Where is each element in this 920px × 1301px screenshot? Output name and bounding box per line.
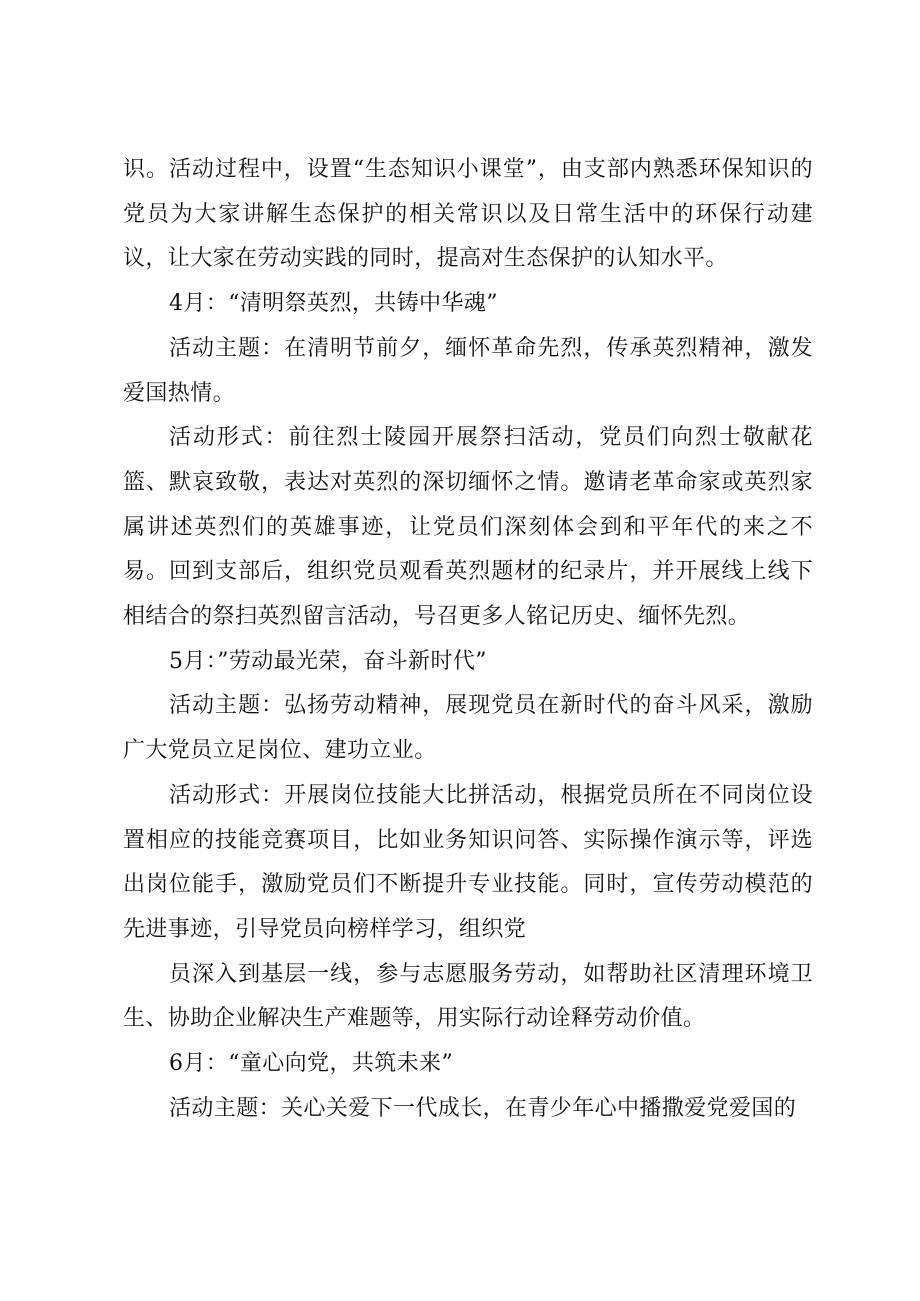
- document-body: [123, 148, 813, 1131]
- paragraph-april-theme: 活动主题：在清明节前夕，缅怀革命先烈，传承英烈精神，激发爱国热情。: [123, 335, 813, 406]
- paragraph-may-theme: 活动主题：弘扬劳动精神，展现党员在新时代的奋斗风采，激励广大党员立足岗位、建功立业。: [123, 693, 813, 764]
- paragraph-june-theme: 活动主题：关心关爱下一代成长，在青少年心中播撒爱党爱国的: [169, 1095, 797, 1121]
- heading-may: 5月：”劳动最光荣，奋斗新时代”: [169, 648, 487, 674]
- heading-june: 6月：“童心向党，共筑未来”: [169, 1051, 454, 1077]
- paragraph-may-form: 活动形式：开展岗位技能大比拼活动，根据党员所在不同岗位设置相应的技能竞赛项目，比如业务知识问答、实际操作演示等，评选出岗位能手，激励党员们不断提升专业技能。同时，宣传劳动模范的先进事迹，引导党员向榜样学习，组织党: [123, 782, 813, 942]
- heading-april: 4月：“清明祭英烈，共铸中华魂”: [169, 291, 498, 317]
- paragraph-may-form-continued: 员深入到基层一线，参与志愿服务劳动，如帮助社区清理环境卫生、协助企业解决生产难题等，用实际行动诠释劳动价值。: [123, 961, 813, 1032]
- paragraph-april-form: 活动形式：前往烈士陵园开展祭扫活动，党员们向烈士敬献花篮、默哀致敬，表达对英烈的深切缅怀之情。邀请老革命家或英烈家属讲述英烈们的英雄事迹，让党员们深刻体会到和平年代的来之不易。回到支部后，组织党员观看英烈题材的纪录片，并开展线上线下相结合的祭扫英烈留言活动，号召更多人铭记历史、缅怀先烈。: [123, 425, 813, 630]
- paragraph-ecology-continuation: 识。活动过程中，设置“生态知识小课堂”，由支部内熟悉环保知识的党员为大家讲解生态保护的相关常识以及日常生活中的环保行动建议，让大家在劳动实践的同时，提高对生态保护的认知水平。: [123, 157, 813, 272]
